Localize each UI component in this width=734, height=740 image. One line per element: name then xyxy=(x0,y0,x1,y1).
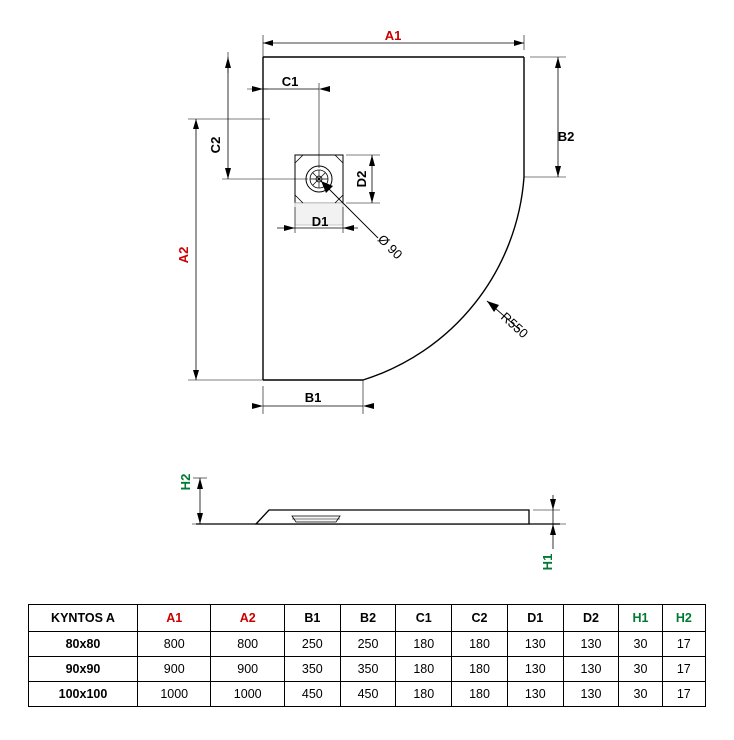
table-cell-b2: 250 xyxy=(340,632,396,657)
dimension-label-h2: H2 xyxy=(178,473,193,491)
dimension-label-h1: H1 xyxy=(540,553,555,571)
table-header-b1: B1 xyxy=(284,605,340,632)
table-cell-model: 90x90 xyxy=(29,657,138,682)
table-cell-model: 80x80 xyxy=(29,632,138,657)
dimension-label-d1: D1 xyxy=(311,214,329,229)
table-cell-h1: 30 xyxy=(619,682,662,707)
table-cell-model: 100x100 xyxy=(29,682,138,707)
table-cell-a2: 1000 xyxy=(211,682,284,707)
table-header-h2: H2 xyxy=(662,605,705,632)
specifications-table xyxy=(28,604,706,707)
table-cell-b2: 450 xyxy=(340,682,396,707)
table-cell-c2: 180 xyxy=(452,682,508,707)
table-cell-d2: 130 xyxy=(563,682,619,707)
table-cell-h2: 17 xyxy=(662,632,705,657)
table-row xyxy=(29,657,706,682)
table-cell-c1: 180 xyxy=(396,632,452,657)
table-header-row xyxy=(29,605,706,632)
dimension-label-c1: C1 xyxy=(281,74,299,89)
table-cell-d2: 130 xyxy=(563,632,619,657)
table-header-d1: D1 xyxy=(507,605,563,632)
table-cell-a1: 900 xyxy=(138,657,211,682)
table-cell-b1: 250 xyxy=(284,632,340,657)
table-row xyxy=(29,682,706,707)
table-cell-c1: 180 xyxy=(396,657,452,682)
table-cell-a2: 900 xyxy=(211,657,284,682)
table-cell-b1: 350 xyxy=(284,657,340,682)
table-header-model: KYNTOS A xyxy=(29,605,138,632)
table-header-a2: A2 xyxy=(211,605,284,632)
annotation-drain-diameter: Ø 90 xyxy=(374,231,406,263)
table-cell-h2: 17 xyxy=(662,657,705,682)
table-cell-a1: 800 xyxy=(138,632,211,657)
table-header-d2: D2 xyxy=(563,605,619,632)
table-row xyxy=(29,632,706,657)
table-header-a1: A1 xyxy=(138,605,211,632)
table-cell-c2: 180 xyxy=(452,657,508,682)
table-cell-c1: 180 xyxy=(396,682,452,707)
table-cell-a2: 800 xyxy=(211,632,284,657)
dimension-label-a1: A1 xyxy=(384,28,402,43)
dimension-label-c2: C2 xyxy=(208,136,223,154)
table-cell-d1: 130 xyxy=(507,632,563,657)
dimension-label-b2: B2 xyxy=(557,129,575,144)
table-cell-d1: 130 xyxy=(507,657,563,682)
table-cell-d1: 130 xyxy=(507,682,563,707)
table-cell-h1: 30 xyxy=(619,632,662,657)
dimension-label-a2: A2 xyxy=(176,246,191,264)
dimension-label-b1: B1 xyxy=(304,390,322,405)
table-header-h1: H1 xyxy=(619,605,662,632)
table-header-c1: C1 xyxy=(396,605,452,632)
table-cell-a1: 1000 xyxy=(138,682,211,707)
table-cell-b1: 450 xyxy=(284,682,340,707)
table-header-b2: B2 xyxy=(340,605,396,632)
table-cell-c2: 180 xyxy=(452,632,508,657)
table-header-c2: C2 xyxy=(452,605,508,632)
annotation-corner-radius: R550 xyxy=(497,309,532,342)
dimension-label-d2: D2 xyxy=(354,170,369,188)
table-cell-h1: 30 xyxy=(619,657,662,682)
table-cell-h2: 17 xyxy=(662,682,705,707)
table-cell-b2: 350 xyxy=(340,657,396,682)
table-cell-d2: 130 xyxy=(563,657,619,682)
